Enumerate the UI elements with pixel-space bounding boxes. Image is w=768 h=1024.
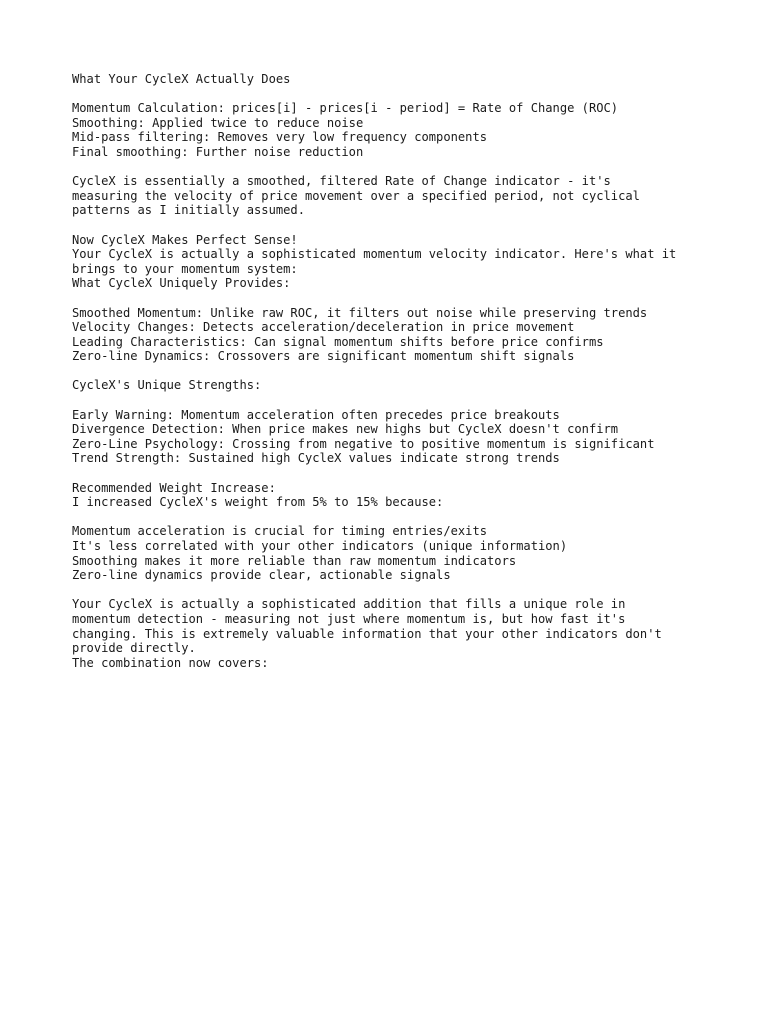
list-item: It's less correlated with your other indicators (unique information) xyxy=(72,539,568,553)
text-line: Mid-pass filtering: Removes very low frequency components xyxy=(72,130,488,145)
heading-weight-increase: Recommended Weight Increase: xyxy=(72,480,276,495)
text-line: momentum detection - measuring not just where momentum is, but how fast it's xyxy=(72,611,626,626)
list-item: Zero-line Dynamics: Crossovers are significant momentum shift signals xyxy=(72,349,575,364)
list-item: Trend Strength: Sustained high CycleX values indicate strong trends xyxy=(72,451,560,466)
document-page xyxy=(72,72,712,670)
text-line: brings to your momentum system: xyxy=(72,261,298,276)
block-weight-increase xyxy=(72,481,712,510)
paragraph-gap xyxy=(72,291,712,306)
block-title xyxy=(72,72,712,87)
heading-unique-strengths: CycleX's Unique Strengths: xyxy=(72,378,262,393)
text-line: changing. This is extremely valuable information that your other indicators don't xyxy=(72,626,662,641)
list-item: Momentum acceleration is crucial for timing entries/exits xyxy=(72,524,488,539)
text-line: Final smoothing: Further noise reduction xyxy=(72,144,364,159)
text-line: Smoothing: Applied twice to reduce noise xyxy=(72,115,364,130)
text-line: provide directly. xyxy=(72,641,196,656)
block-reasons-list xyxy=(72,524,712,582)
text-line: patterns as I initially assumed. xyxy=(72,203,305,218)
block-provides-list xyxy=(72,306,712,364)
heading-perfect-sense: Now CycleX Makes Perfect Sense! xyxy=(72,232,298,247)
list-item: Zero-Line Psychology: Crossing from negative to positive momentum is significant xyxy=(72,436,655,451)
list-item: Divergence Detection: When price makes new highs but CycleX doesn't confirm xyxy=(72,422,619,437)
text-line: The combination now covers: xyxy=(72,655,269,670)
text-line: CycleX is essentially a smoothed, filtered Rate of Change indicator - it's xyxy=(72,174,611,189)
list-item: Leading Characteristics: Can signal momentum shifts before price confirms xyxy=(72,334,604,349)
paragraph-gap xyxy=(72,160,712,175)
text-line: Momentum Calculation: prices[i] - prices[i - period] = Rate of Change (ROC) xyxy=(72,101,619,116)
block-calculation-steps xyxy=(72,101,712,159)
list-item: Zero-line dynamics provide clear, actionable signals xyxy=(72,568,451,583)
paragraph-gap xyxy=(72,218,712,233)
block-conclusion xyxy=(72,597,712,670)
heading-uniquely-provides: What CycleX Uniquely Provides: xyxy=(72,276,291,291)
list-item: Smoothing makes it more reliable than raw momentum indicators xyxy=(72,553,517,568)
block-summary xyxy=(72,174,712,218)
list-item: Smoothed Momentum: Unlike raw ROC, it filters out noise while preserving trends xyxy=(72,305,648,320)
text-line: I increased CycleX's weight from 5% to 15% because: xyxy=(72,495,444,510)
heading-what-cyclex-does: What Your CycleX Actually Does xyxy=(72,72,291,86)
block-perfect-sense xyxy=(72,233,712,291)
list-item: Early Warning: Momentum acceleration often precedes price breakouts xyxy=(72,407,560,422)
text-line: Your CycleX is actually a sophisticated momentum velocity indicator. Here's what it xyxy=(72,247,677,262)
paragraph-gap xyxy=(72,510,712,525)
text-line: measuring the velocity of price movement over a specified period, not cyclical xyxy=(72,188,640,203)
paragraph-gap xyxy=(72,466,712,481)
block-strengths-list xyxy=(72,408,712,466)
paragraph-gap xyxy=(72,393,712,408)
paragraph-gap xyxy=(72,583,712,598)
block-strengths-heading xyxy=(72,378,712,393)
paragraph-gap xyxy=(72,364,712,379)
list-item: Velocity Changes: Detects acceleration/deceleration in price movement xyxy=(72,320,575,335)
text-line: Your CycleX is actually a sophisticated addition that fills a unique role in xyxy=(72,597,626,612)
paragraph-gap xyxy=(72,87,712,102)
